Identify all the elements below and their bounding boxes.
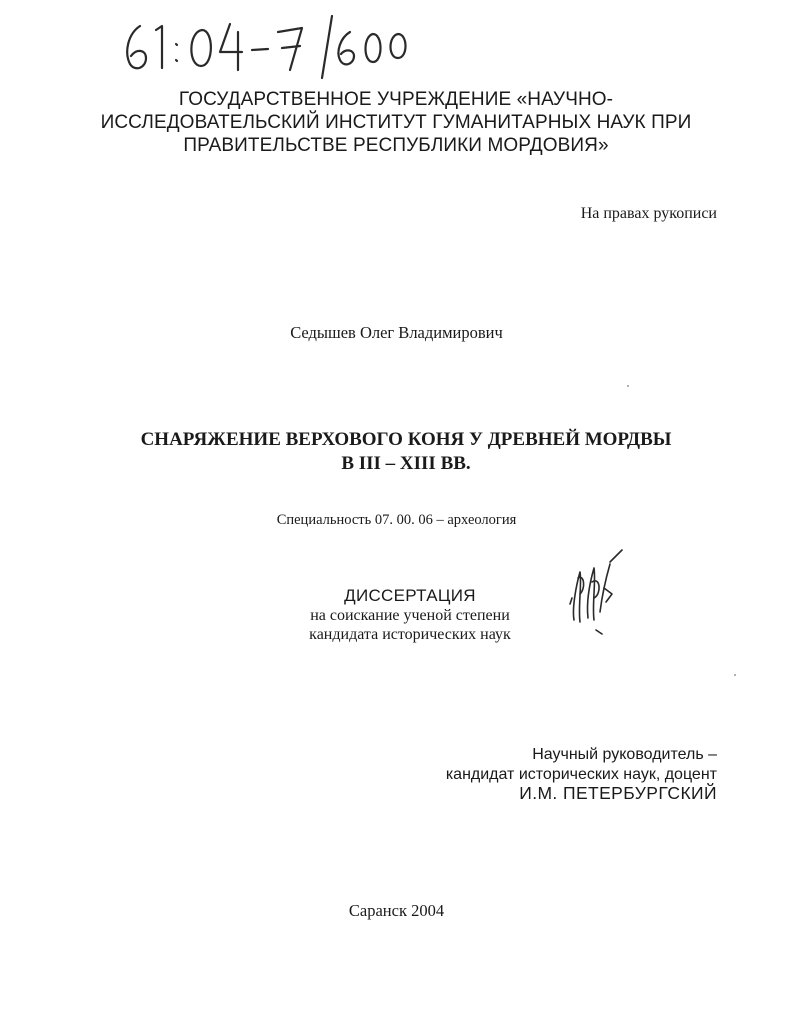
rights-note: На правах рукописи — [580, 205, 717, 222]
title-line: В III – XIII ВВ. — [341, 453, 471, 474]
place-and-year: Саранск 2004 — [348, 901, 445, 920]
dissertation-title — [96, 428, 716, 476]
archive-number-handwriting-icon — [118, 8, 418, 80]
supervisor-role: Научный руководитель – — [532, 746, 717, 763]
scan-speck — [627, 385, 629, 387]
institution-line: ПРАВИТЕЛЬСТВЕ РЕСПУБЛИКИ МОРДОВИЯ» — [183, 135, 609, 156]
signature-icon — [566, 548, 626, 638]
degree-line: кандидата исторических наук — [309, 626, 511, 643]
supervisor-name: И.М. ПЕТЕРБУРГСКИЙ — [519, 783, 717, 803]
dissertation-heading: ДИССЕРТАЦИЯ — [344, 586, 476, 605]
specialty-line: Специальность 07. 00. 06 – археология — [276, 512, 517, 528]
title-line: СНАРЯЖЕНИЕ ВЕРХОВОГО КОНЯ У ДРЕВНЕЙ МОРДВЫ — [140, 429, 672, 450]
institution-line: ИССЛЕДОВАТЕЛЬСКИЙ ИНСТИТУТ ГУМАНИТАРНЫХ НАУК ПРИ — [100, 112, 692, 133]
dissertation-block — [230, 586, 590, 644]
institution-header — [96, 88, 696, 157]
scan-speck — [734, 674, 736, 676]
supervisor-block — [446, 745, 717, 804]
supervisor-degree: кандидат исторических наук, доцент — [445, 765, 717, 783]
author-name: Седышев Олег Владимирович — [290, 323, 503, 342]
institution-line: ГОСУДАРСТВЕННОЕ УЧРЕЖДЕНИЕ «НАУЧНО- — [178, 89, 614, 110]
handwritten-archive-number — [118, 8, 418, 80]
degree-line: на соискание ученой степени — [310, 607, 510, 624]
